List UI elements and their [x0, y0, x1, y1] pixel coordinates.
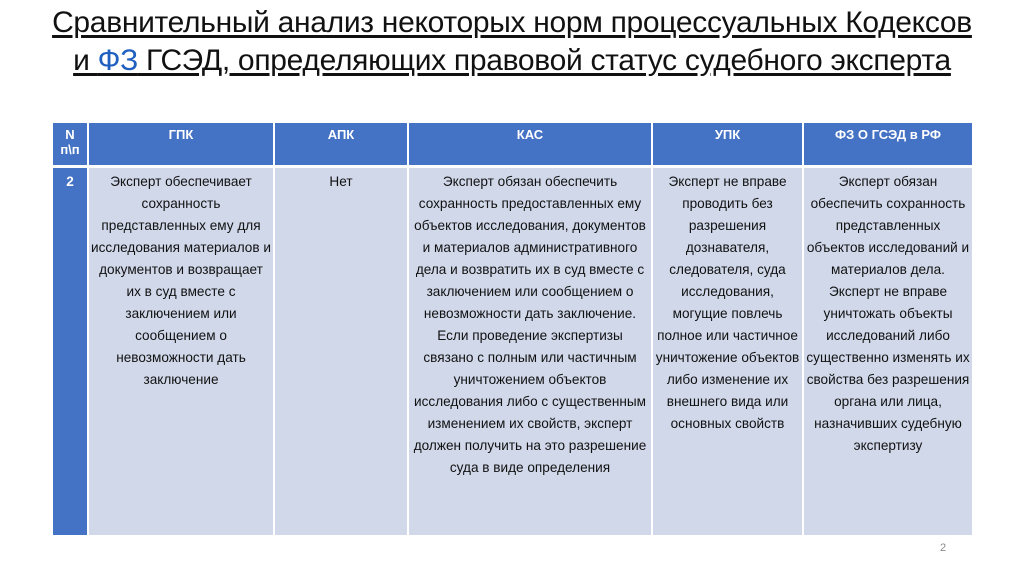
- cell-kas: Эксперт обязан обеспечить сохранность предоставленных ему объектов исследования, документов и материалов административного дела и возвратить их в суд вместе с заключением или сообщением о невозможности дать заключение. Если проведение экспертизы связано с полным или частичным уничтожением объектов исследования либо с существенным изменением их свойств, эксперт должен получить на это разрешение суда в виде определения: [408, 167, 652, 536]
- cell-fz-gsed: Эксперт обязан обеспечить сохранность представленных объектов исследований и материалов дела. Эксперт не вправе уничтожать объекты исследований либо существенно изменять их свойства без разрешения органа или лица, назначивших судебную экспертизу: [803, 167, 972, 536]
- cell-gpk: Эксперт обеспечивает сохранность представленных ему для исследования материалов и документов и возвращает их в суд вместе с заключением или сообщением о невозможности дать заключение: [88, 167, 274, 536]
- cell-row-number: 2: [53, 167, 88, 536]
- title-text-end: ГСЭД, определяющих правовой статус судебного эксперта: [137, 44, 951, 77]
- page-number: 2: [940, 542, 947, 554]
- header-number: N п\п: [53, 123, 88, 167]
- title-text-start: Сравнительный анализ некоторых норм процессуальных Кодексов и: [52, 6, 972, 77]
- header-fz-gsed: ФЗ О ГСЭД в РФ: [803, 123, 972, 167]
- header-apk: АПК: [274, 123, 408, 167]
- title-link-fz[interactable]: ФЗ: [97, 44, 138, 77]
- header-upk: УПК: [652, 123, 803, 167]
- header-gpk: ГПК: [88, 123, 274, 167]
- table-header-row: [53, 123, 972, 167]
- cell-upk: Эксперт не вправе проводить без разрешения дознавателя, следователя, суда исследования, могущие повлечь полное или частичное уничтожение объектов либо изменение их внешнего вида или основных свойств: [652, 167, 803, 536]
- header-kas: КАС: [408, 123, 652, 167]
- cell-apk: Нет: [274, 167, 408, 536]
- slide-title: [40, 4, 984, 80]
- comparison-table: [53, 123, 972, 535]
- table-row: [53, 167, 972, 536]
